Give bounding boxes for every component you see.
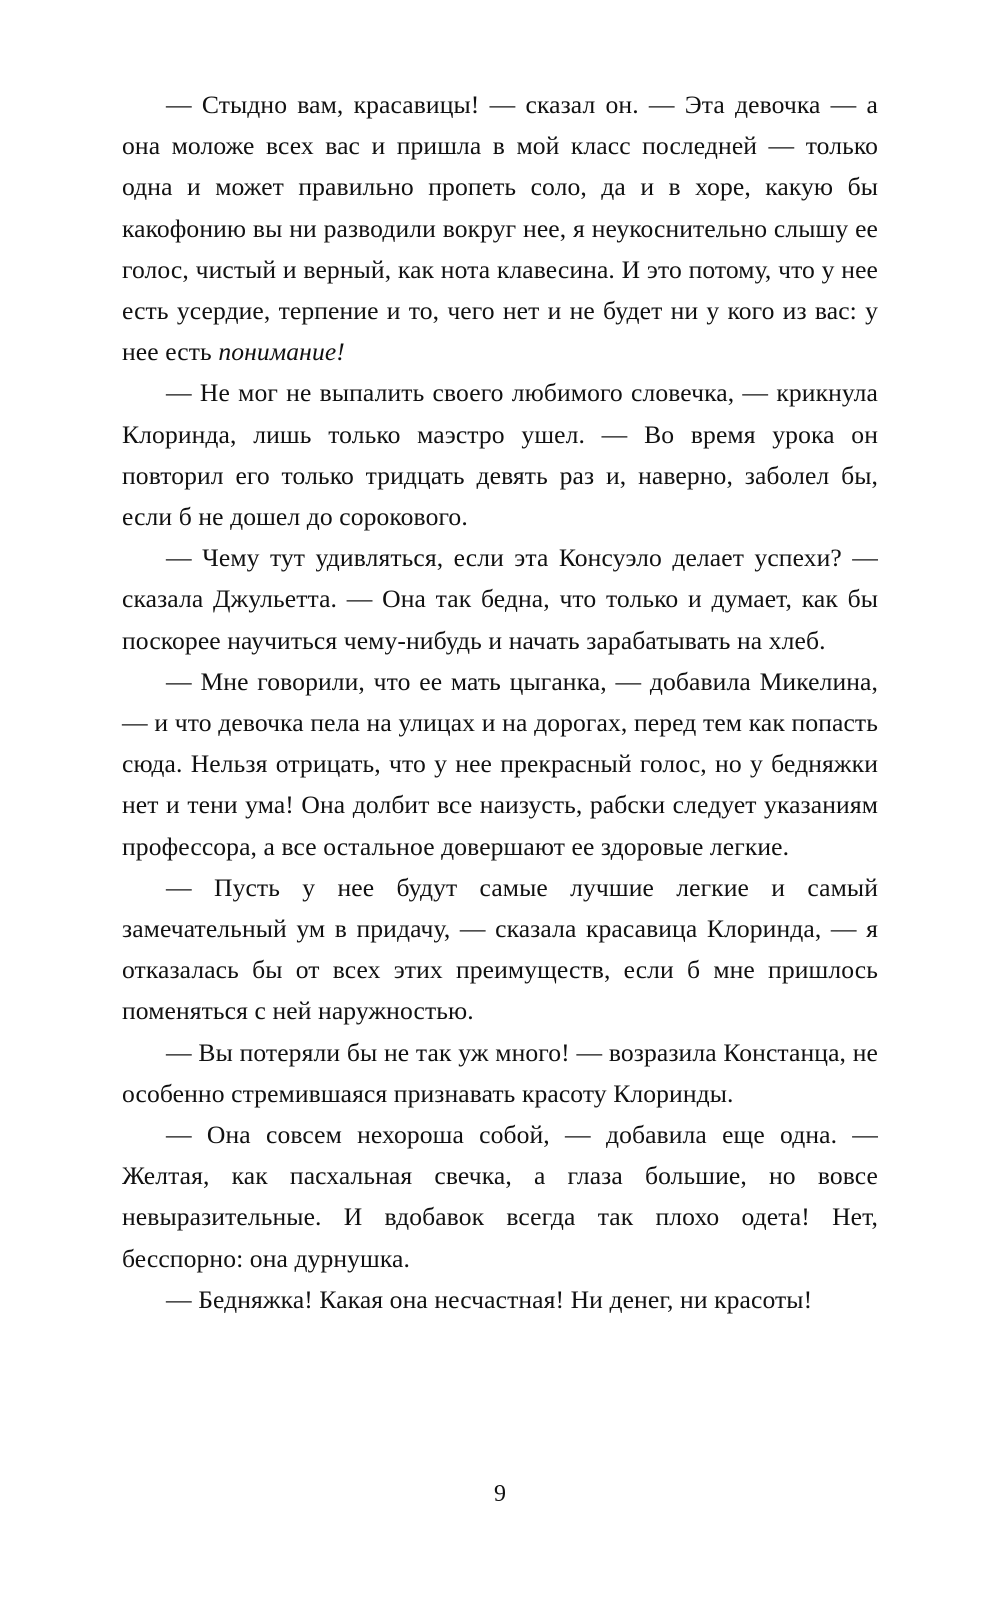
paragraph: — Мне говорили, что ее мать цыганка, — добавила Микелина, — и что девочка пела на улицах и на дорогах, перед тем как попасть сюда. Нельзя отрицать, что у нее прекрасный голос, но у бедняжки нет и тени ума! Она долбит все наизусть, рабски следует указаниям профессора, а все остальное довершают ее здоровые легкие.	[122, 666, 878, 861]
page-text-block	[122, 84, 878, 1320]
paragraph: — Вы потеряли бы не так уж много! — возразила Констанца, не особенно стремившаяся признавать красоту Клоринды.	[122, 1037, 878, 1108]
emphasized-word: понимание!	[218, 337, 345, 367]
page-number: 9	[494, 1481, 506, 1507]
paragraph: — Пусть у нее будут самые лучшие легкие и самый замечательный ум в придачу, — сказала красавица Клоринда, — я отказалась бы от всех этих преимуществ, если б мне пришлось поменяться с ней наружностью.	[122, 872, 878, 1026]
paragraph: — Она совсем нехороша собой, — добавила еще одна. — Желтая, как пасхальная свечка, а глаза большие, но вовсе невыразительные. И вдобавок всегда так плохо одета! Нет, бесспорно: она дурнушка.	[122, 1120, 878, 1273]
paragraph-text: — Стыдно вам, красавицы! — сказал он. — Эта девочка — а она моложе всех вас и пришла в мой класс последней — только одна и может правильно пропеть соло, да и в хоре, какую бы какофонию вы ни разводили вокруг нее, я неукоснительно слышу ее голос, чистый и верный, как нота клавесина. И это потому, что у нее есть усердие, терпение и то, чего нет и не будет ни у кого из вас: у нее есть	[122, 90, 878, 367]
paragraph: — Чему тут удивляться, если эта Консуэло делает успехи? — сказала Джульетта. — Она так бедна, что только и думает, как бы поскорее научиться чему-нибудь и начать зарабатывать на хлеб.	[122, 543, 878, 655]
paragraph: — Бедняжка! Какая она несчастная! Ни денег, ни красоты!	[166, 1284, 813, 1314]
paragraph: — Не мог не выпалить своего любимого словечка, — крикнула Клоринда, лишь только маэстро ушел. — Во время урока он повторил его только тридцать девять раз и, наверно, заболел бы, если б не дошел до сорокового.	[122, 378, 878, 532]
paragraph	[122, 84, 878, 372]
